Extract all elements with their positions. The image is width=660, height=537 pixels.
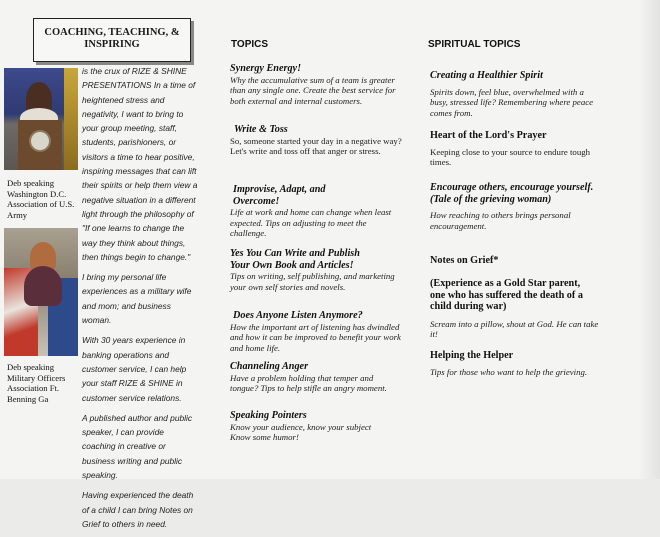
topic-title: Encourage others, encourage yourself. (Tale of the grieving woman) — [430, 182, 594, 205]
topic-listen — [230, 310, 402, 353]
spiritual-encourage — [430, 182, 600, 231]
spiritual-gold-star — [430, 278, 600, 340]
flag — [64, 68, 78, 170]
spiritual-healthier-spirit — [430, 70, 600, 118]
topic-speaking — [230, 410, 402, 443]
topic-title: Notes on Grief* — [430, 255, 499, 266]
intro-paragraph: I bring my personal life experiences as a military wife and mom; and business woman. — [82, 272, 192, 326]
intro-text — [82, 64, 198, 537]
topics-heading: TOPICS — [231, 39, 269, 50]
brochure-title: COACHING, TEACHING, & INSPIRING — [44, 27, 180, 50]
topic-title: Creating a Healthier Spirit — [430, 70, 543, 81]
topic-title: Write & Toss — [234, 124, 288, 135]
topic-title: Improvise, Adapt, and Overcome! — [233, 184, 326, 207]
intro-paragraph: With 30 years experience in banking operations and customer service, I can help your staff RIZE & SHINE in customer service relations. — [82, 335, 187, 403]
topic-body: Tips on writing, self publishing, and marketing your own self stories and novels. — [230, 271, 395, 292]
podium-seal — [29, 130, 51, 152]
topic-title: Synergy Energy! — [230, 63, 302, 74]
topic-body: Scream into a pillow, shout at God. He can take it! — [430, 318, 599, 339]
topic-body: Tips for those who want to help the grieving. — [430, 366, 588, 377]
topic-body: How the important art of listening has dwindled and how it can be improved to benefit your work and home life. — [230, 321, 401, 353]
photo2-caption: Deb speaking Military Officers Association Ft. Benning Ga — [7, 362, 66, 404]
topic-title: (Experience as a Gold Star parent, one who has suffered the death of a child during war) — [430, 278, 583, 312]
topic-publish — [230, 248, 402, 292]
topic-title: Does Anyone Listen Anymore? — [233, 310, 363, 321]
spiritual-notes-grief — [430, 255, 600, 267]
topic-synergy — [230, 63, 402, 106]
photo-speaking-washington — [4, 68, 78, 170]
topic-improvise — [230, 184, 402, 239]
topic-title: Helping the Helper — [430, 350, 514, 361]
intro-paragraph: A published author and public speaker, I can provide coaching in creative or business writing and public speaking. — [82, 412, 193, 481]
topic-body: Know your audience, know your subject Know some humor! — [230, 421, 372, 442]
page-edge — [638, 0, 660, 479]
topic-body: Why the accumulative sum of a team is greater than any single one. Create the best service for both external and internal customers. — [230, 74, 396, 106]
photo-speaking-benning — [4, 228, 78, 356]
topic-body: So, someone started your day in a negative way? Let's write and toss off that anger or stress. — [230, 135, 402, 156]
spiritual-heading: SPIRITUAL TOPICS — [428, 39, 521, 50]
topic-body: Have a problem holding that temper and tongue? Tips to help stifle an angry moment. — [230, 372, 387, 393]
topic-body: Keeping close to your source to endure tough times. — [430, 146, 591, 167]
topic-body: Life at work and home can change when least expected. Tips on adjusting to meet the challenge. — [230, 207, 392, 238]
spiritual-lords-prayer — [430, 130, 600, 168]
photo1-caption: Deb speaking Washington D.C. Association of U.S. Army — [7, 178, 75, 220]
topic-write-toss — [230, 124, 402, 157]
topic-title: Heart of the Lord's Prayer — [430, 130, 547, 141]
topic-title: Yes You Can Write and Publish Your Own Book and Articles! — [230, 248, 360, 271]
title-box — [33, 18, 191, 62]
spiritual-helping-helper — [430, 350, 600, 377]
speaker-body — [24, 266, 62, 306]
intro-paragraph: Having experienced the death of a child I can bring Notes on Grief to others in need. — [82, 490, 194, 529]
topic-title: Speaking Pointers — [230, 410, 307, 421]
topic-body: How reaching to others brings personal encouragement. — [430, 210, 571, 231]
topic-title: Channeling Anger — [230, 361, 309, 372]
topic-anger — [230, 361, 402, 394]
intro-paragraph: is the crux of RIZE & SHINE PRESENTATIONS In a time of heightened stress and negativity, I want to bring to your group meeting, staff, students, parishioners, or visitors a time to hear positive, inspiring messages that can lift their spirits or help them view a negative situation in a different light through the philosophy of "If one learns to change the way they think about things, then things begin to change." — [82, 66, 198, 262]
topic-body: Spirits down, feel blue, overwhelmed with a busy, stressed life? Remembering where peace comes from. — [430, 86, 594, 118]
